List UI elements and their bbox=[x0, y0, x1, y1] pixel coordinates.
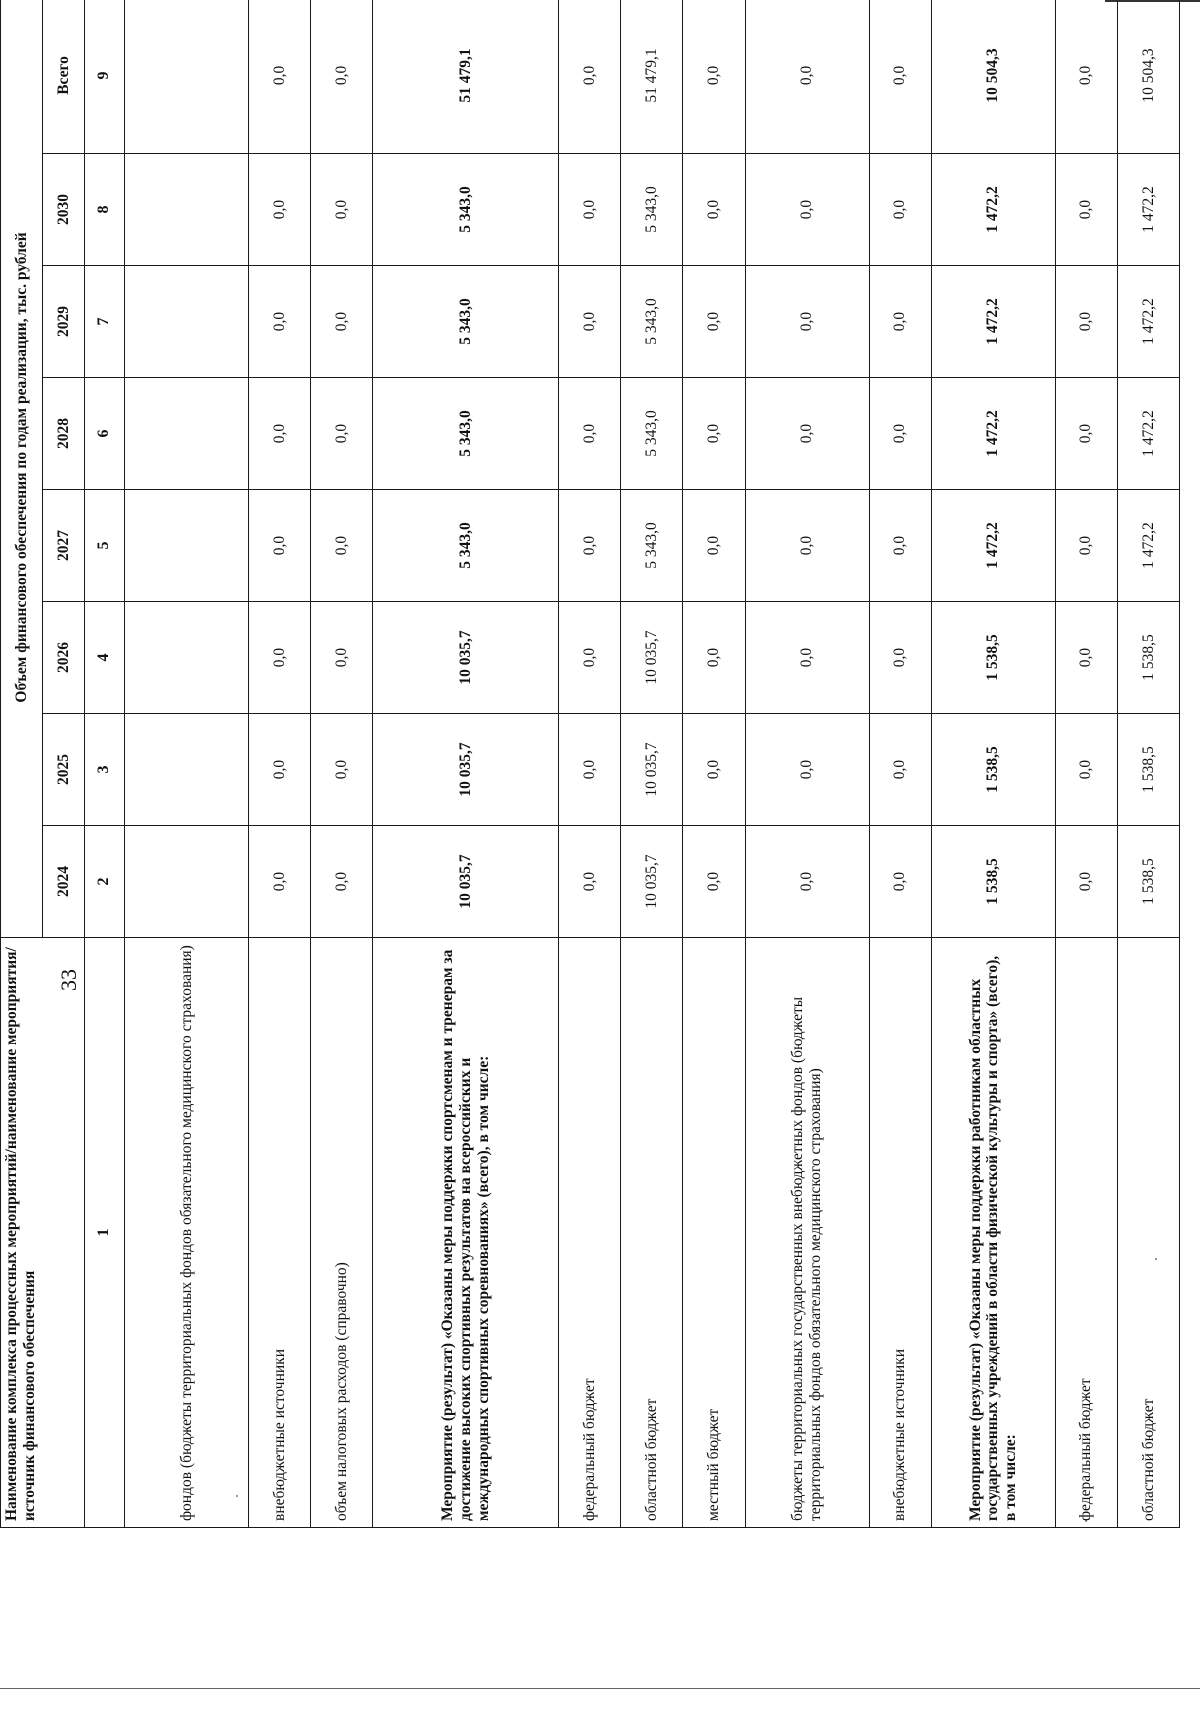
year-value-cell: 10 035,7 bbox=[373, 602, 559, 714]
row-name-cell: Мероприятие (результат) «Оказаны меры поддержки работникам областных государственных учреждений в области физической культуры и спорта» (всего), в том числе: bbox=[931, 938, 1055, 1528]
total-value-cell: 0,0 bbox=[869, 0, 931, 154]
year-value-cell: 0,0 bbox=[311, 490, 373, 602]
year-value-cell: 0,0 bbox=[1055, 266, 1117, 378]
year-value-cell: 0,0 bbox=[745, 154, 869, 266]
total-value-cell: 0,0 bbox=[745, 0, 869, 154]
year-value-cell: 0,0 bbox=[249, 714, 311, 826]
year-value-cell: 0,0 bbox=[311, 266, 373, 378]
year-header: 2027 bbox=[43, 490, 85, 602]
year-value-cell: 5 343,0 bbox=[373, 266, 559, 378]
table-row bbox=[1117, 0, 1179, 1528]
year-value-cell: 0,0 bbox=[311, 154, 373, 266]
year-value-cell: 1 538,5 bbox=[931, 714, 1055, 826]
column-number: 3 bbox=[85, 714, 125, 826]
table-row bbox=[311, 0, 373, 1528]
year-value-cell bbox=[125, 154, 249, 266]
year-value-cell: 0,0 bbox=[869, 378, 931, 490]
year-value-cell: 0,0 bbox=[311, 602, 373, 714]
total-value-cell: 0,0 bbox=[1055, 0, 1117, 154]
year-value-cell: 5 343,0 bbox=[621, 490, 683, 602]
table-row bbox=[559, 0, 621, 1528]
row-name-cell: областной бюджет bbox=[1117, 938, 1179, 1528]
year-value-cell: 1 538,5 bbox=[1117, 714, 1179, 826]
year-value-cell: 0,0 bbox=[249, 602, 311, 714]
year-value-cell: 5 343,0 bbox=[373, 154, 559, 266]
year-value-cell: 0,0 bbox=[683, 266, 745, 378]
total-value-cell: 0,0 bbox=[559, 0, 621, 154]
year-value-cell: 0,0 bbox=[745, 266, 869, 378]
total-value-cell: 0,0 bbox=[683, 0, 745, 154]
table-row bbox=[869, 0, 931, 1528]
column-number: 7 bbox=[85, 266, 125, 378]
total-value-cell bbox=[125, 0, 249, 154]
year-value-cell: 0,0 bbox=[745, 826, 869, 938]
year-value-cell bbox=[125, 602, 249, 714]
year-value-cell: 0,0 bbox=[311, 826, 373, 938]
year-value-cell: 0,0 bbox=[559, 826, 621, 938]
year-value-cell: 0,0 bbox=[1055, 490, 1117, 602]
year-value-cell: 0,0 bbox=[869, 602, 931, 714]
year-value-cell: 0,0 bbox=[1055, 154, 1117, 266]
year-header: 2024 bbox=[43, 826, 85, 938]
year-value-cell: 0,0 bbox=[1055, 602, 1117, 714]
year-value-cell bbox=[125, 490, 249, 602]
year-value-cell: 10 035,7 bbox=[373, 826, 559, 938]
table-row bbox=[683, 0, 745, 1528]
year-value-cell: 0,0 bbox=[249, 266, 311, 378]
row-name-cell: федеральный бюджет bbox=[559, 938, 621, 1528]
year-value-cell: 0,0 bbox=[249, 490, 311, 602]
year-value-cell: 0,0 bbox=[559, 490, 621, 602]
year-value-cell: 1 472,2 bbox=[1117, 266, 1179, 378]
year-value-cell: 1 472,2 bbox=[931, 266, 1055, 378]
column-number: 2 bbox=[85, 826, 125, 938]
year-value-cell: 1 472,2 bbox=[1117, 378, 1179, 490]
year-value-cell: 0,0 bbox=[559, 714, 621, 826]
row-name-cell: фондов (бюджеты территориальных фондов обязательного медицинского страхования) bbox=[125, 938, 249, 1528]
year-value-cell: 0,0 bbox=[869, 714, 931, 826]
year-value-cell: 0,0 bbox=[559, 602, 621, 714]
year-value-cell: 5 343,0 bbox=[621, 378, 683, 490]
year-value-cell: 5 343,0 bbox=[621, 266, 683, 378]
year-header: 2029 bbox=[43, 266, 85, 378]
year-value-cell: 0,0 bbox=[745, 378, 869, 490]
column-number: 9 bbox=[85, 0, 125, 154]
year-header: 2030 bbox=[43, 154, 85, 266]
name-column-header: Наименование комплекса процессных мероприятий/наименование мероприятия/источник финансового обеспечения bbox=[1, 938, 85, 1528]
table-row bbox=[1055, 0, 1117, 1528]
year-value-cell: 10 035,7 bbox=[621, 826, 683, 938]
year-value-cell: 5 343,0 bbox=[373, 490, 559, 602]
year-value-cell: 1 538,5 bbox=[931, 602, 1055, 714]
year-value-cell: 0,0 bbox=[559, 378, 621, 490]
year-value-cell: 0,0 bbox=[869, 154, 931, 266]
year-value-cell: 1 472,2 bbox=[1117, 490, 1179, 602]
year-value-cell: 0,0 bbox=[683, 826, 745, 938]
row-name-cell: Мероприятие (результат) «Оказаны меры поддержки спортсменам и тренерам за достижение высоких спортивных результатов на всероссийских и международных спортивных соревнованиях» (всего), в том числе: bbox=[373, 938, 559, 1528]
year-value-cell: 5 343,0 bbox=[373, 378, 559, 490]
page-number: 33 bbox=[56, 969, 81, 991]
header-row-group bbox=[1, 0, 43, 1528]
year-value-cell: 0,0 bbox=[869, 490, 931, 602]
table-body bbox=[125, 0, 1180, 1528]
year-value-cell: 0,0 bbox=[869, 266, 931, 378]
column-number-row bbox=[85, 0, 125, 1528]
table-row bbox=[745, 0, 869, 1528]
year-value-cell: 1 538,5 bbox=[1117, 826, 1179, 938]
year-value-cell bbox=[125, 826, 249, 938]
year-value-cell: 5 343,0 bbox=[621, 154, 683, 266]
total-value-cell: 0,0 bbox=[249, 0, 311, 154]
year-value-cell: 0,0 bbox=[249, 826, 311, 938]
table-row bbox=[125, 0, 249, 1528]
year-value-cell: 10 035,7 bbox=[373, 714, 559, 826]
table-row bbox=[249, 0, 311, 1528]
total-value-cell: 0,0 bbox=[311, 0, 373, 154]
row-name-cell: внебюджетные источники bbox=[869, 938, 931, 1528]
year-header: 2025 bbox=[43, 714, 85, 826]
year-value-cell: 0,0 bbox=[683, 154, 745, 266]
year-header: 2028 bbox=[43, 378, 85, 490]
row-name-cell: бюджеты территориальных государственных внебюджетных фондов (бюджеты территориальных фондов обязательного медицинского страхования) bbox=[745, 938, 869, 1528]
year-value-cell: 0,0 bbox=[1055, 378, 1117, 490]
group-header: Объем финансового обеспечения по годам реализации, тыс. рублей bbox=[1, 0, 43, 938]
year-value-cell: 0,0 bbox=[745, 714, 869, 826]
year-value-cell: 0,0 bbox=[1055, 714, 1117, 826]
year-value-cell: 0,0 bbox=[683, 602, 745, 714]
column-number: 8 bbox=[85, 154, 125, 266]
year-value-cell: 0,0 bbox=[311, 378, 373, 490]
total-value-cell: 51 479,1 bbox=[373, 0, 559, 154]
year-value-cell: 0,0 bbox=[249, 154, 311, 266]
row-name-cell: областной бюджет bbox=[621, 938, 683, 1528]
scan-border-bottom bbox=[0, 1688, 1200, 1689]
row-name-cell: федеральный бюджет bbox=[1055, 938, 1117, 1528]
year-value-cell: 0,0 bbox=[683, 378, 745, 490]
row-name-cell: объем налоговых расходов (справочно) bbox=[311, 938, 373, 1528]
year-value-cell: 0,0 bbox=[745, 602, 869, 714]
total-header: Всего bbox=[43, 0, 85, 154]
year-value-cell: 0,0 bbox=[869, 826, 931, 938]
total-value-cell: 10 504,3 bbox=[1117, 0, 1179, 154]
year-value-cell: 1 472,2 bbox=[931, 154, 1055, 266]
year-value-cell: 0,0 bbox=[249, 378, 311, 490]
year-value-cell: 1 538,5 bbox=[931, 826, 1055, 938]
table-row bbox=[931, 0, 1055, 1528]
year-value-cell: 1 472,2 bbox=[931, 378, 1055, 490]
total-value-cell: 10 504,3 bbox=[931, 0, 1055, 154]
table-row bbox=[373, 0, 559, 1528]
total-value-cell: 51 479,1 bbox=[621, 0, 683, 154]
year-value-cell: 0,0 bbox=[745, 490, 869, 602]
year-value-cell: 0,0 bbox=[683, 490, 745, 602]
column-number: 6 bbox=[85, 378, 125, 490]
year-value-cell: 1 472,2 bbox=[1117, 154, 1179, 266]
table-row bbox=[621, 0, 683, 1528]
year-value-cell: 1 538,5 bbox=[1117, 602, 1179, 714]
row-name-cell: местный бюджет bbox=[683, 938, 745, 1528]
year-value-cell: 10 035,7 bbox=[621, 714, 683, 826]
year-value-cell: 0,0 bbox=[683, 714, 745, 826]
year-value-cell: 1 472,2 bbox=[931, 490, 1055, 602]
year-value-cell bbox=[125, 266, 249, 378]
row-name-cell: внебюджетные источники bbox=[249, 938, 311, 1528]
column-number: 4 bbox=[85, 602, 125, 714]
column-number: 1 bbox=[85, 938, 125, 1528]
year-value-cell: 0,0 bbox=[559, 266, 621, 378]
column-number: 5 bbox=[85, 490, 125, 602]
year-value-cell: 0,0 bbox=[1055, 826, 1117, 938]
year-value-cell: 0,0 bbox=[311, 714, 373, 826]
year-value-cell bbox=[125, 714, 249, 826]
year-header: 2026 bbox=[43, 602, 85, 714]
year-value-cell: 0,0 bbox=[559, 154, 621, 266]
year-value-cell: 10 035,7 bbox=[621, 602, 683, 714]
year-value-cell bbox=[125, 378, 249, 490]
